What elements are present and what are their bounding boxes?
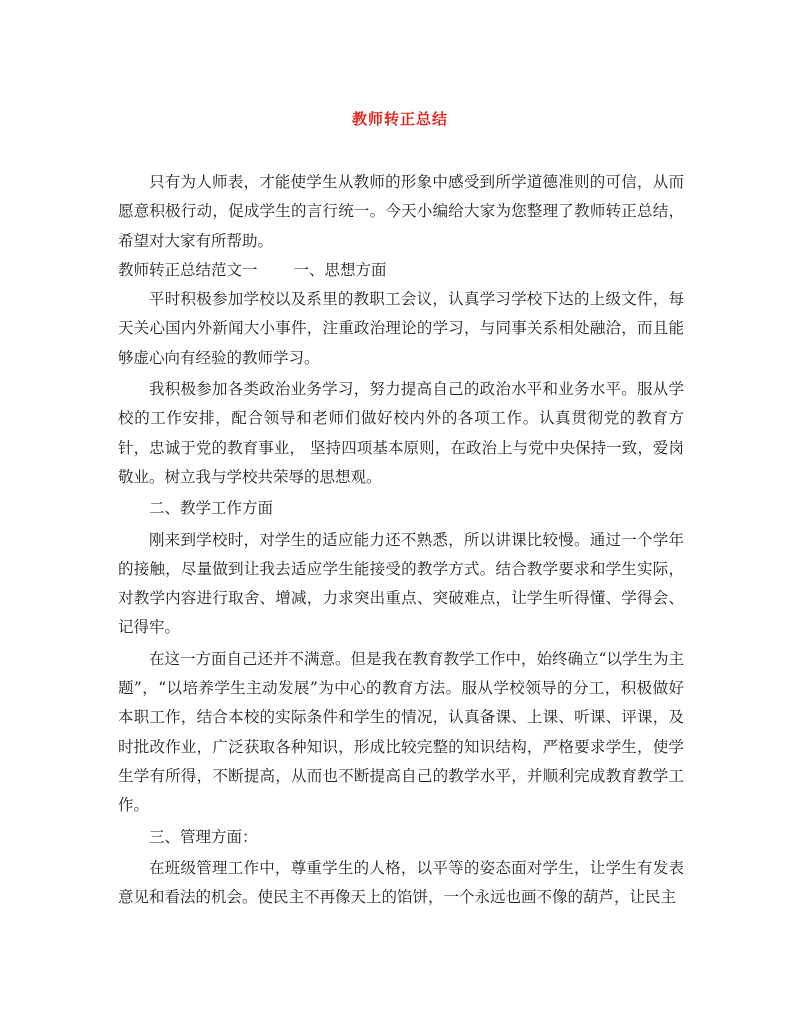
- document-title: 教师转正总结: [351, 110, 448, 128]
- section-3-heading: 三、管理方面：: [149, 827, 258, 846]
- section-1-paragraph-1: 平时积极参加学校以及系里的教职工会议，认真学习学校下达的上级文件，每天关心国内外新闻大小事件，注重政治理论的学习，与同事关系相处融洽，而且能够虚心向有经验的教师学习。: [118, 290, 684, 367]
- section-2-paragraph-2: 在这一方面自己还并不满意。但是我在教育教学工作中，始终确立“以学生为主题”，“以培养学生主动发展”为中心的教育方法。服从学校领导的分工，积极做好本职工作，结合本校的实际条件和学生的情况，认真备课、上课、听课、评课，及时批改作业，广泛获取各种知识，形成比较完整的知识结构，严格要求学生，使学生学有所得，不断提高，从而也不断提高自己的教学水平，并顺利完成教育教学工作。: [118, 649, 684, 815]
- section-2-paragraph-1: 刚来到学校时，对学生的适应能力还不熟悉，所以讲课比较慢。通过一个学年的接触，尽量做到让我去适应学生能接受的教学方式。结合教学要求和学生实际，对教学内容进行取舍、增减，力求突出重点、突破难点，让学生听得懂、学得会、记得牢。: [118, 530, 684, 637]
- intro-paragraph: 只有为人师表，才能使学生从教师的形象中感受到所学道德准则的可信，从而愿意积极行动，促成学生的言行统一。今天小编给大家为您整理了教师转正总结，希望对大家有所帮助。: [118, 173, 684, 250]
- section-1-paragraph-2: 我积极参加各类政治业务学习，努力提高自己的政治水平和业务水平。服从学校的工作安排，配合领导和老师们做好校内外的各项工作。认真贯彻党的教育方针，忠诚于党的教育事业， 坚持四项基本原则，在政治上与党中央保持一致，爱岗敬业。树立我与学校共荣辱的思想观。: [118, 380, 684, 486]
- sample-heading-line: [118, 256, 684, 285]
- sample-label: 教师转正总结范文一: [118, 260, 258, 279]
- section-1-heading: 一、思想方面: [293, 260, 387, 279]
- section-2-heading: 二、教学工作方面: [149, 499, 274, 518]
- document-body: [118, 168, 684, 912]
- section-3-paragraph-1: 在班级管理工作中，尊重学生的人格，以平等的姿态面对学生，让学生有发表意见和看法的机会。使民主不再像天上的馅饼，一个永远也画不像的葫芦，让民主: [118, 858, 684, 907]
